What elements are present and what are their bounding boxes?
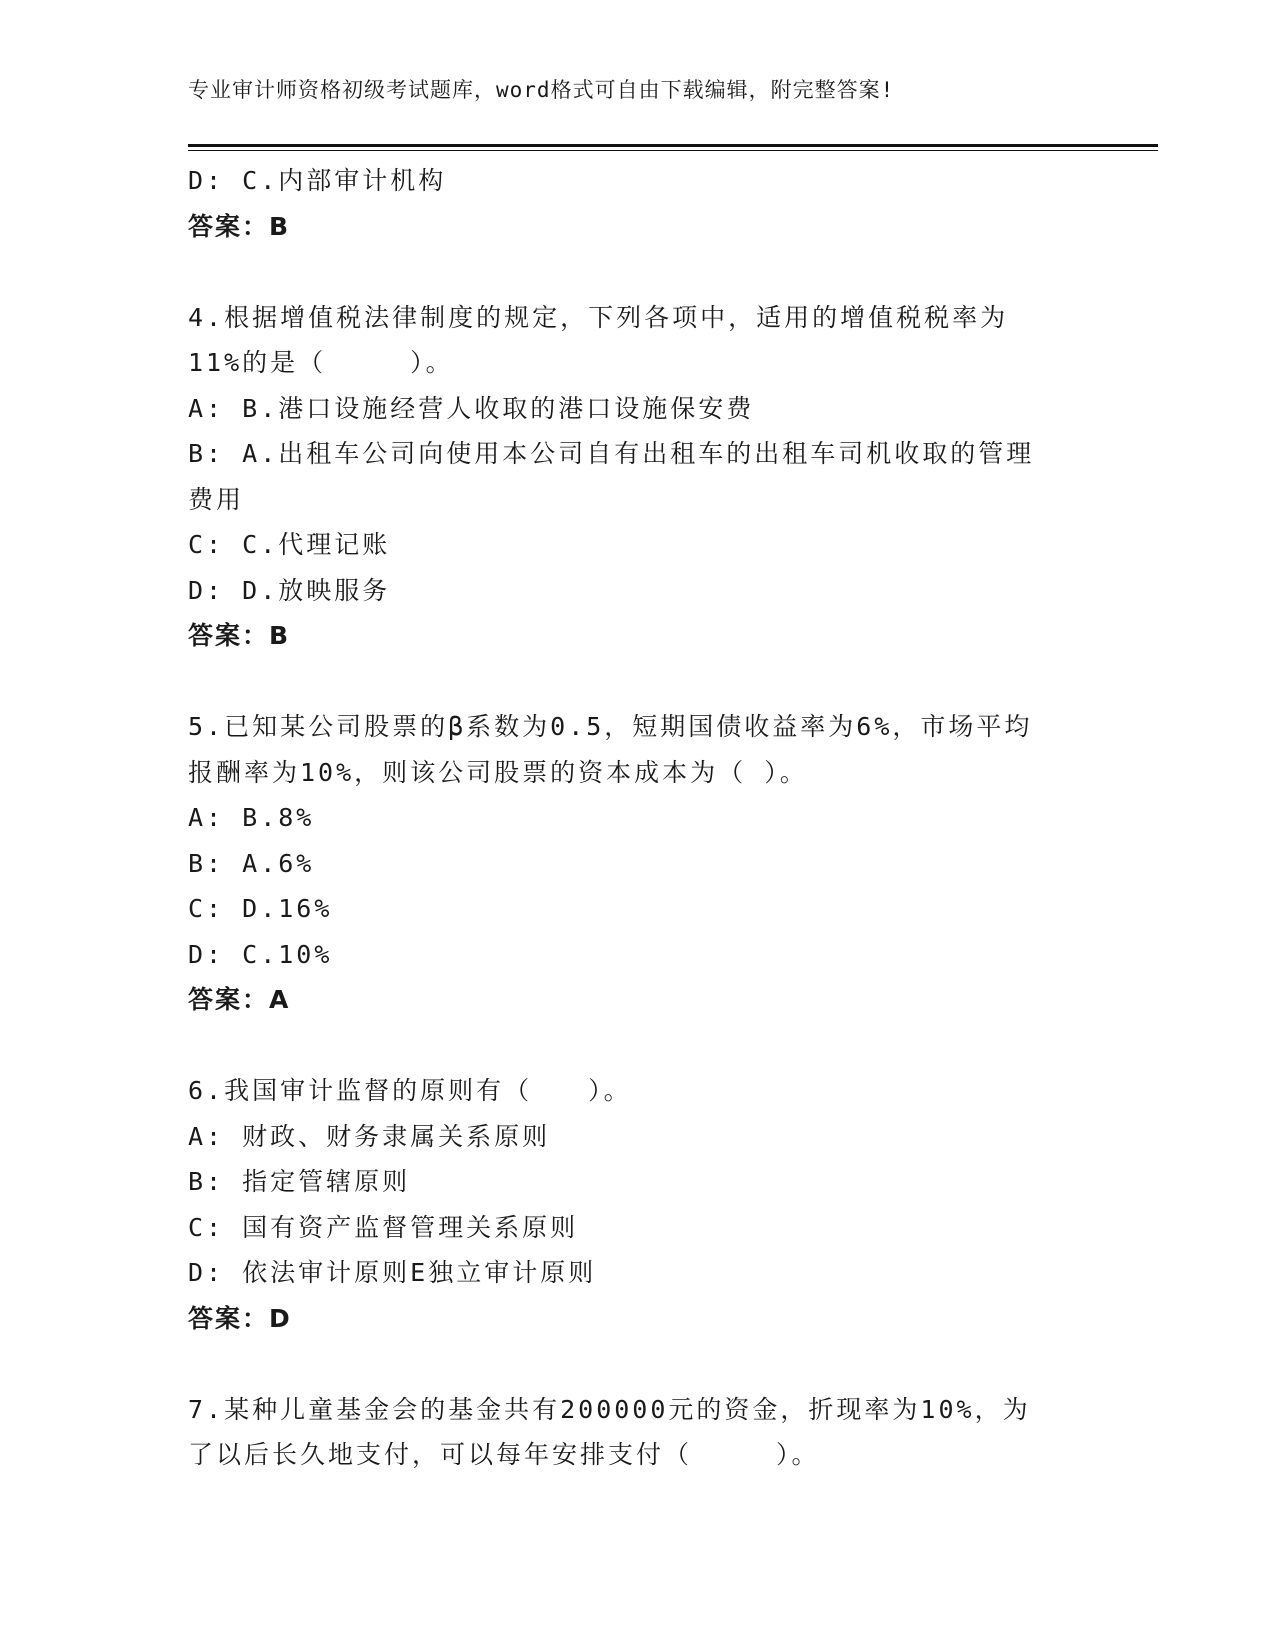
question-text: 6.我国审计监督的原则有（ ）。 [188,1076,632,1105]
question-6 [188,1068,1088,1341]
spacer [188,659,1088,705]
option-b: B: A.出租车公司向使用本公司自有出租车的出租车司机收取的管理费用 [188,439,1035,514]
option-d: D: D.放映服务 [188,575,391,605]
answer: 答案：D [188,1303,292,1333]
option-c: C: D.16% [188,894,333,923]
question-4 [188,295,1088,659]
exam-content [188,158,1088,1478]
header-rule-thin [188,150,1158,151]
option-b: B: A.6% [188,848,315,878]
prev-question-option-d: D: C.内部审计机构 [188,166,447,195]
option-d: D: C.10% [188,939,333,969]
spacer [188,1023,1088,1069]
page-header: 专业审计师资格初级考试题库，word格式可自由下载编辑，附完整答案! [188,78,895,102]
option-a: A: 财政、财务隶属关系原则 [188,1121,551,1151]
prev-question-answer: 答案：B [188,211,291,241]
header-rule-thick [188,144,1158,147]
question-5 [188,704,1088,1023]
answer: 答案：A [188,985,291,1014]
question-text: 4.根据增值税法律制度的规定，下列各项中，适用的增值税税率为11%的是（ ）。 [188,302,1009,377]
option-a: A: B.港口设施经营人收取的港口设施保安费 [188,393,755,423]
option-a: A: B.8% [188,803,315,832]
answer: 答案：B [188,621,291,650]
question-7 [188,1387,1088,1478]
spacer [188,249,1088,295]
question-text: 5.已知某公司股票的β系数为0.5，短期国债收益率为6%，市场平均报酬率为10%，则该公司股票的资本成本为（ ）。 [188,712,1033,787]
question-text: 7.某种儿童基金会的基金共有200000元的资金，折现率为10%，为了以后长久地支付，可以每年安排支付（ ）。 [188,1394,1031,1469]
option-c: C: 国有资产监督管理关系原则 [188,1212,579,1242]
option-c: C: C.代理记账 [188,530,391,559]
spacer [188,1341,1088,1387]
option-d: D: 依法审计原则E独立审计原则 [188,1258,597,1287]
option-b: B: 指定管辖原则 [188,1167,411,1196]
